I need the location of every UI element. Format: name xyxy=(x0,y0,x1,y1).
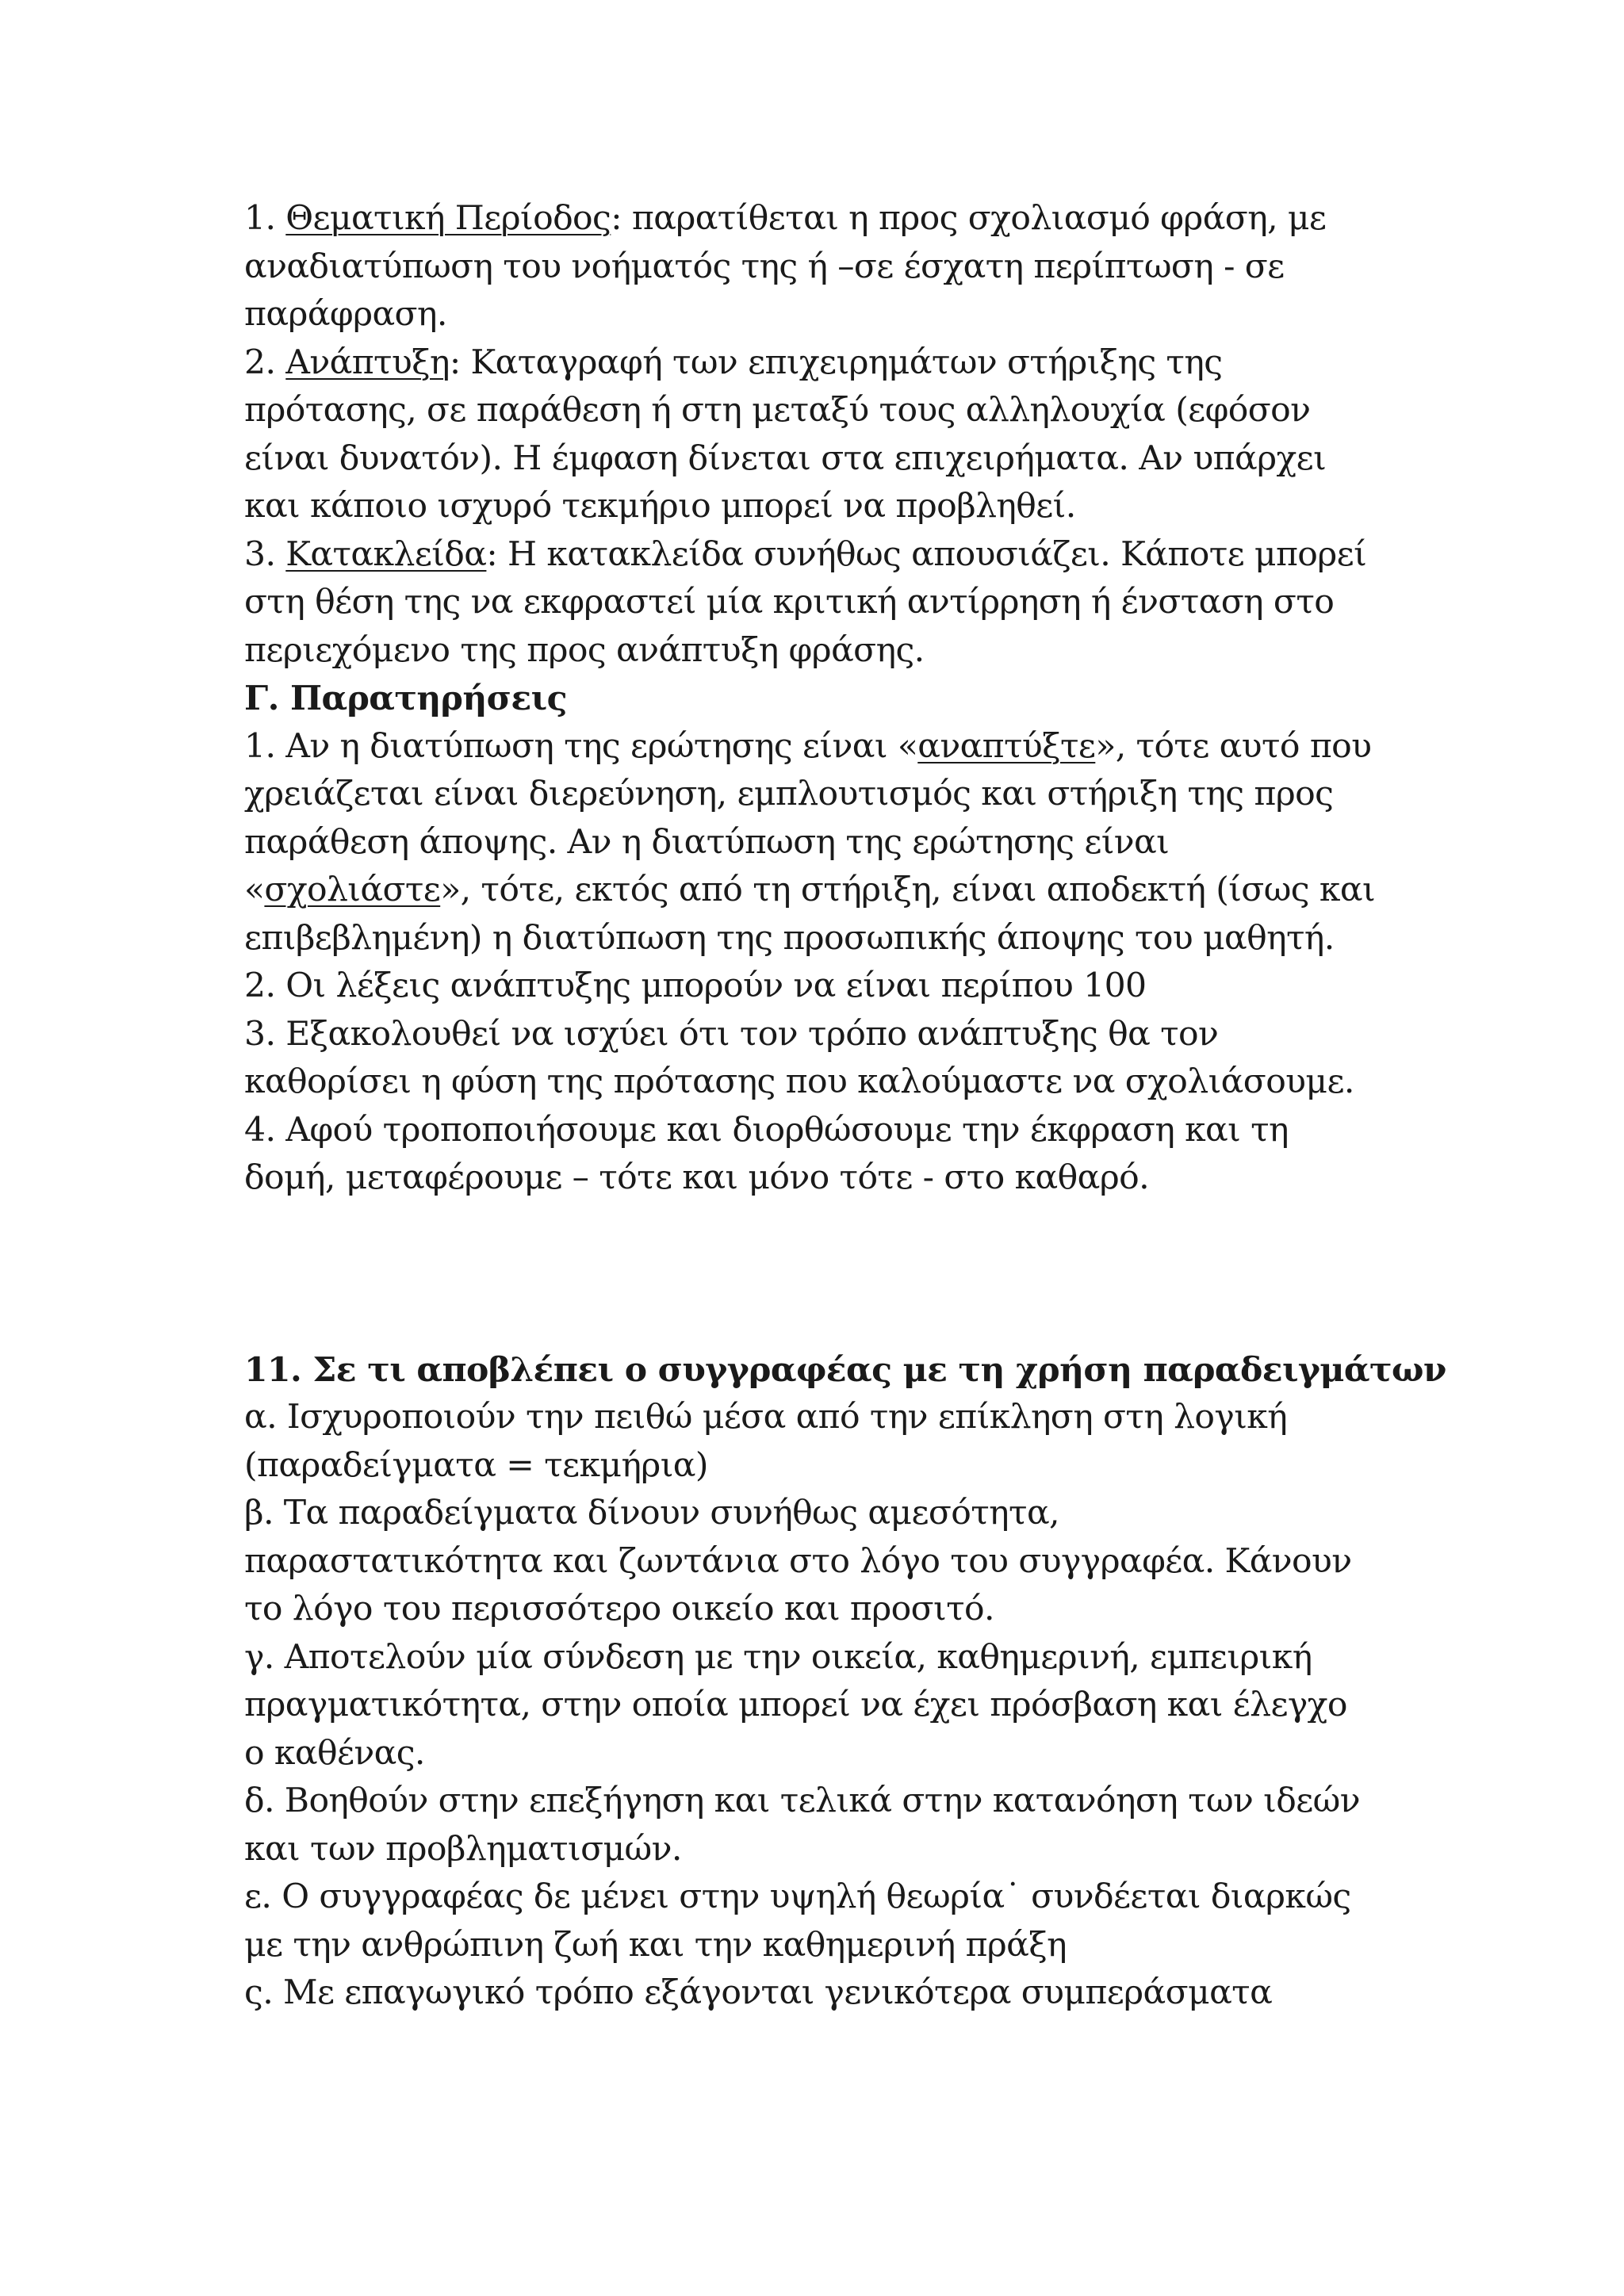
structure-item-development xyxy=(244,339,1402,531)
text-line: παράθεση άποψης. Αν η διατύπωση της ερώτησης είναι xyxy=(244,822,1170,862)
text-line: παράφραση. xyxy=(244,295,447,334)
section-heading: Γ. Παρατηρήσεις xyxy=(244,679,567,718)
text-line xyxy=(244,195,1402,243)
text-line: και των προβληματισμών. xyxy=(244,1829,682,1869)
answer-f xyxy=(244,1969,1402,2018)
text-line: και κάποιο ισχυρό τεκμήριο μπορεί να προβληθεί. xyxy=(244,487,1076,526)
text-line: δομή, μεταφέρουμε – τότε και μόνο τότε - στο καθαρό. xyxy=(244,1158,1149,1197)
question-heading: 11. Σε τι αποβλέπει ο συγγραφέας με τη χρήση παραδειγμάτων xyxy=(244,1349,1446,1390)
text-line: (παραδείγματα = τεκμήρια) xyxy=(244,1445,708,1485)
item-number: 3. xyxy=(244,534,286,574)
structure-item-thematic-period xyxy=(244,195,1402,339)
text-line: 4. Αφού τροποποιήσουμε και διορθώσουμε την έκφραση και τη xyxy=(244,1110,1289,1150)
text-fragment: 1. Αν η διατύπωση της ερώτησης είναι « xyxy=(244,726,918,766)
text-line: πραγματικότητα, στην οποία μπορεί να έχει πρόσβαση και έλεγχο xyxy=(244,1686,1347,1724)
spacer xyxy=(244,1203,1402,1346)
underlined-term: Θεματική Περίοδος xyxy=(285,199,611,238)
answer-d xyxy=(244,1777,1402,1873)
item-text: : παρατίθεται η προς σχολιασμό φράση, με xyxy=(611,199,1327,238)
text-line xyxy=(244,339,1402,388)
answer-b xyxy=(244,1490,1402,1634)
text-line: ς. Με επαγωγικό τρόπο εξάγονται γενικότερα συμπεράσματα xyxy=(244,1973,1273,2012)
item-number: 1. xyxy=(244,199,286,238)
observation-1 xyxy=(244,723,1402,963)
text-line: στη θέση της να εκφραστεί μία κριτική αντίρρηση ή ένσταση στο xyxy=(244,583,1335,622)
text-line: πρότασης, σε παράθεση ή στη μεταξύ τους αλληλουχία (εφόσον xyxy=(244,391,1311,430)
text-line xyxy=(244,867,1402,915)
text-line: 3. Εξακολουθεί να ισχύει ότι τον τρόπο ανάπτυξης θα τον xyxy=(244,1014,1219,1054)
text-line: χρειάζεται είναι διερεύνηση, εμπλουτισμός και στήριξη της προς xyxy=(244,775,1334,813)
underlined-term: σχολιάστε xyxy=(264,871,441,909)
observation-3 xyxy=(244,1011,1402,1107)
answer-c xyxy=(244,1634,1402,1778)
item-number: 2. xyxy=(244,342,286,382)
text-line: με την ανθρώπινη ζωή και την καθημερινή πράξη xyxy=(244,1925,1067,1965)
item-text: : Καταγραφή των επιχειρημάτων στήριξης της xyxy=(449,342,1223,382)
item-text: : Η κατακλείδα συνήθως απουσιάζει. Κάποτε μπορεί xyxy=(486,534,1367,574)
underlined-term: Κατακλείδα xyxy=(285,534,487,574)
text-line: καθορίσει η φύση της πρότασης που καλούμαστε να σχολιάσουμε. xyxy=(244,1062,1354,1101)
text-line: αναδιατύπωση του νοήματός της ή –σε έσχατη περίπτωση - σε xyxy=(244,247,1285,286)
text-line: παραστατικότητα και ζωντάνια στο λόγο του συγγραφέα. Κάνουν xyxy=(244,1541,1352,1581)
text-line: είναι δυνατόν). Η έμφαση δίνεται στα επιχειρήματα. Αν υπάρχει xyxy=(244,438,1327,478)
structure-item-conclusion xyxy=(244,531,1402,675)
text-fragment: « xyxy=(244,871,265,909)
text-line: ε. Ο συγγραφέας δε μένει στην υψηλή θεωρία˙ συνδέεται διαρκώς xyxy=(244,1877,1351,1916)
text-line: επιβεβλημένη) η διατύπωση της προσωπικής άποψης του μαθητή. xyxy=(244,918,1335,958)
observation-4 xyxy=(244,1107,1402,1203)
text-line: α. Ισχυροποιούν την πειθώ μέσα από την επίκληση στη λογική xyxy=(244,1398,1288,1437)
underlined-term: Ανάπτυξη xyxy=(285,342,450,382)
text-fragment: », τότε αυτό που xyxy=(1095,726,1372,766)
text-line: περιεχόμενο της προς ανάπτυξη φράσης. xyxy=(244,630,925,670)
document-page xyxy=(244,195,1446,2018)
text-line: δ. Βοηθούν στην επεξήγηση και τελικά στην κατανόηση των ιδεών xyxy=(244,1781,1360,1820)
text-line: το λόγο του περισσότερο οικείο και προσιτό. xyxy=(244,1590,994,1628)
observation-2: 2. Οι λέξεις ανάπτυξης μπορούν να είναι περίπου 100 xyxy=(244,966,1147,1005)
answer-e xyxy=(244,1873,1402,1969)
text-line: γ. Αποτελούν μία σύνδεση με την οικεία, καθημερινή, εμπειρική xyxy=(244,1637,1312,1677)
underlined-term: αναπτύξτε xyxy=(917,726,1096,766)
text-fragment: », τότε, εκτός από τη στήριξη, είναι αποδεκτή (ίσως και xyxy=(440,871,1376,909)
text-line: β. Τα παραδείγματα δίνουν συνήθως αμεσότητα, xyxy=(244,1494,1059,1533)
text-line: ο καθένας. xyxy=(244,1733,425,1773)
answer-a xyxy=(244,1394,1402,1490)
text-line xyxy=(244,723,1402,771)
text-line xyxy=(244,531,1402,580)
